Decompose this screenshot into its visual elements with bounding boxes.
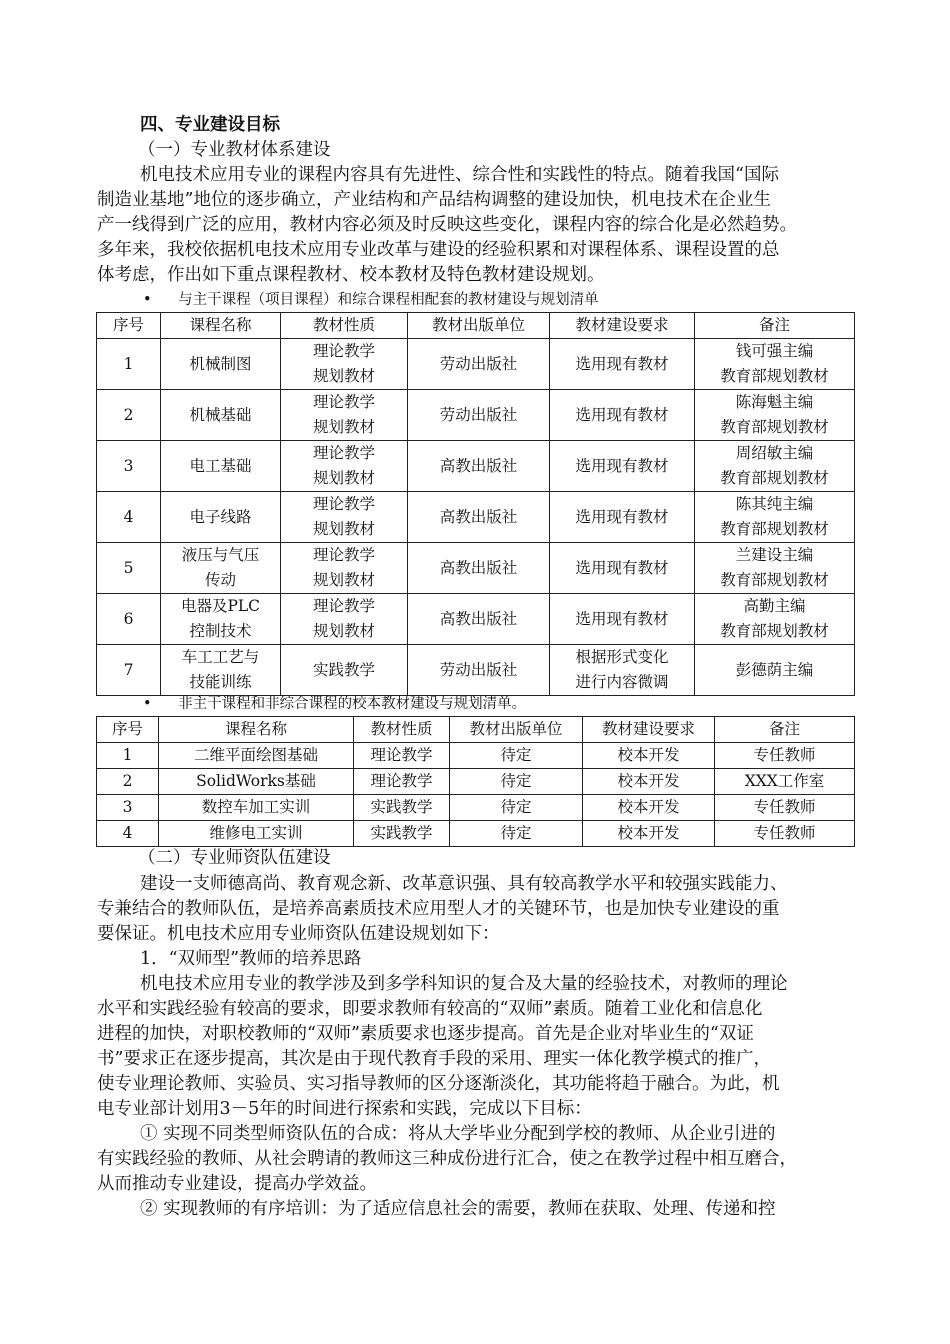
build-requirement: 选用现有教材 — [550, 594, 695, 645]
para2-line-1: 建设一支师德高尚、教育观念新、改革意识强、具有较高教学水平和较强实践能力、 — [140, 874, 788, 894]
para1-line-1: 机电技术应用专业的课程内容具有先进性、综合性和实践性的特点。随着我国“国际 — [140, 165, 779, 185]
publisher: 高教出版社 — [408, 441, 550, 492]
table-row — [97, 645, 855, 696]
remark: XXX工作室 — [715, 769, 855, 795]
build-requirement: 选用现有教材 — [550, 492, 695, 543]
section-heading: 四、专业建设目标 — [140, 115, 280, 135]
para1-line-4: 多年来，我校依据机电技术应用专业改革与建设的经验积累和对课程体系、课程设置的总 — [97, 240, 780, 260]
header-cell: 备注 — [715, 717, 855, 743]
remark: 专任教师 — [715, 795, 855, 821]
subsection-title-2: （二）专业师资队伍建设 — [138, 848, 331, 868]
subsection-title-1: （一）专业教材体系建设 — [138, 140, 331, 160]
subtitle-double-qualified: 1．“双师型”教师的培养思路 — [140, 949, 362, 969]
row-number: 3 — [97, 795, 159, 821]
para3-line-1: 机电技术应用专业的教学涉及到多学科知识的复合及大量的经验技术，对教师的理论 — [140, 974, 788, 994]
publisher: 待定 — [450, 821, 583, 847]
row-number: 1 — [97, 743, 159, 769]
table-row — [97, 339, 855, 390]
build-requirement: 选用现有教材 — [550, 390, 695, 441]
header-cell: 教材性质 — [281, 313, 408, 339]
course-name: 维修电工实训 — [159, 821, 354, 847]
textbook-nature: 理论教学 规划教材 — [281, 594, 408, 645]
table-row — [97, 390, 855, 441]
header-cell: 教材性质 — [354, 717, 450, 743]
course-name: 数控车加工实训 — [159, 795, 354, 821]
row-number: 1 — [97, 339, 161, 390]
header-cell: 教材出版单位 — [450, 717, 583, 743]
bullet-2 — [143, 692, 526, 716]
para2-line-3: 要保证。机电技术应用专业师资队伍建设规划如下： — [97, 924, 500, 944]
textbook-nature: 理论教学 规划教材 — [281, 543, 408, 594]
build-requirement: 校本开发 — [583, 769, 715, 795]
header-cell: 教材建设要求 — [550, 313, 695, 339]
remark: 高勤主编 教育部规划教材 — [695, 594, 855, 645]
course-name: 电子线路 — [161, 492, 281, 543]
table-header-row — [97, 717, 855, 743]
course-name: 液压与气压 传动 — [161, 543, 281, 594]
textbook-nature: 理论教学 — [354, 743, 450, 769]
para4-line-2: 有实践经验的教师、从社会聘请的教师这三种成份进行汇合，使之在教学过程中相互磨合， — [97, 1149, 797, 1169]
table-header-row — [97, 313, 855, 339]
header-cell: 序号 — [97, 313, 161, 339]
build-requirement: 选用现有教材 — [550, 441, 695, 492]
para3-line-6: 电专业部计划用3－5年的时间进行探索和实践，完成以下目标： — [97, 1099, 592, 1119]
textbook-nature: 理论教学 — [354, 769, 450, 795]
header-cell: 序号 — [97, 717, 159, 743]
row-number: 5 — [97, 543, 161, 594]
course-name: 机械基础 — [161, 390, 281, 441]
remark: 陈海魁主编 教育部规划教材 — [695, 390, 855, 441]
table-row — [97, 821, 855, 847]
table-row — [97, 769, 855, 795]
para3-line-3: 进程的加快，对职校教师的“双师”素质要求也逐步提高。首先是企业对毕业生的“双证 — [97, 1024, 754, 1044]
publisher: 劳动出版社 — [408, 645, 550, 696]
header-cell: 备注 — [695, 313, 855, 339]
remark: 陈其纯主编 教育部规划教材 — [695, 492, 855, 543]
build-requirement: 校本开发 — [583, 821, 715, 847]
textbook-nature: 实践教学 — [281, 645, 408, 696]
row-number: 6 — [97, 594, 161, 645]
publisher: 待定 — [450, 743, 583, 769]
bullet-1 — [143, 288, 599, 312]
course-name: 电器及PLC 控制技术 — [161, 594, 281, 645]
school-textbook-table — [96, 716, 855, 847]
course-name: SolidWorks基础 — [159, 769, 354, 795]
row-number: 2 — [97, 769, 159, 795]
publisher: 待定 — [450, 795, 583, 821]
publisher: 高教出版社 — [408, 594, 550, 645]
publisher: 待定 — [450, 769, 583, 795]
header-cell: 课程名称 — [159, 717, 354, 743]
publisher: 劳动出版社 — [408, 390, 550, 441]
row-number: 3 — [97, 441, 161, 492]
table-row — [97, 441, 855, 492]
publisher: 劳动出版社 — [408, 339, 550, 390]
textbook-plan-table — [96, 312, 855, 696]
para1-line-3: 产一线得到广泛的应用，教材内容必须及时反映这些变化，课程内容的综合化是必然趋势。 — [97, 215, 797, 235]
textbook-nature: 理论教学 规划教材 — [281, 441, 408, 492]
row-number: 4 — [97, 821, 159, 847]
row-number: 7 — [97, 645, 161, 696]
table-row — [97, 492, 855, 543]
header-cell: 教材出版单位 — [408, 313, 550, 339]
para3-line-4: 书”要求正在逐步提高，其次是由于现代教育手段的采用、理实一体化教学模式的推广， — [97, 1049, 771, 1069]
build-requirement: 选用现有教材 — [550, 543, 695, 594]
textbook-nature: 实践教学 — [354, 795, 450, 821]
table-row — [97, 594, 855, 645]
build-requirement: 校本开发 — [583, 743, 715, 769]
para4-line-1: ① 实现不同类型师资队伍的合成：将从大学毕业分配到学校的教师、从企业引进的 — [140, 1124, 776, 1144]
course-name: 二维平面绘图基础 — [159, 743, 354, 769]
textbook-nature: 理论教学 规划教材 — [281, 339, 408, 390]
publisher: 高教出版社 — [408, 543, 550, 594]
table-row — [97, 795, 855, 821]
header-cell: 教材建设要求 — [583, 717, 715, 743]
remark: 兰建设主编 教育部规划教材 — [695, 543, 855, 594]
table-row — [97, 743, 855, 769]
remark: 专任教师 — [715, 821, 855, 847]
para3-line-2: 水平和实践经验有较高的要求，即要求教师有较高的“双师”素质。随着工业化和信息化 — [97, 999, 763, 1019]
remark: 周绍敏主编 教育部规划教材 — [695, 441, 855, 492]
para2-line-2: 专兼结合的教师队伍，是培养高素质技术应用型人才的关键环节，也是加快专业建设的重 — [97, 899, 780, 919]
course-name: 机械制图 — [161, 339, 281, 390]
header-cell: 课程名称 — [161, 313, 281, 339]
para3-line-5: 使专业理论教师、实验员、实习指导教师的区分逐渐淡化，其功能将趋于融合。为此，机 — [97, 1074, 780, 1094]
row-number: 4 — [97, 492, 161, 543]
para4-line-3: 从而推动专业建设，提高办学效益。 — [97, 1174, 377, 1194]
build-requirement: 校本开发 — [583, 795, 715, 821]
course-name: 车工工艺与 技能训练 — [161, 645, 281, 696]
textbook-nature: 实践教学 — [354, 821, 450, 847]
course-name: 电工基础 — [161, 441, 281, 492]
publisher: 高教出版社 — [408, 492, 550, 543]
bullet-dot-icon: • — [143, 292, 152, 308]
remark: 彭德荫主编 — [695, 645, 855, 696]
build-requirement: 根据形式变化 进行内容微调 — [550, 645, 695, 696]
remark: 专任教师 — [715, 743, 855, 769]
textbook-nature: 理论教学 规划教材 — [281, 390, 408, 441]
bullet-dot-icon: • — [143, 696, 152, 712]
textbook-nature: 理论教学 规划教材 — [281, 492, 408, 543]
para5-line-1: ② 实现教师的有序培训：为了适应信息社会的需要，教师在获取、处理、传递和控 — [140, 1199, 776, 1219]
build-requirement: 选用现有教材 — [550, 339, 695, 390]
table-row — [97, 543, 855, 594]
row-number: 2 — [97, 390, 161, 441]
para1-line-2: 制造业基地”地位的逐步确立，产业结构和产品结构调整的建设加快，机电技术在企业生 — [97, 190, 771, 210]
remark: 钱可强主编 教育部规划教材 — [695, 339, 855, 390]
bullet-2-text: 非主干课程和非综合课程的校本教材建设与规划清单。 — [178, 696, 527, 712]
bullet-1-text: 与主干课程（项目课程）和综合课程相配套的教材建设与规划清单 — [178, 292, 599, 308]
para1-line-5: 体考虑，作出如下重点课程教材、校本教材及特色教材建设规划。 — [97, 265, 605, 285]
